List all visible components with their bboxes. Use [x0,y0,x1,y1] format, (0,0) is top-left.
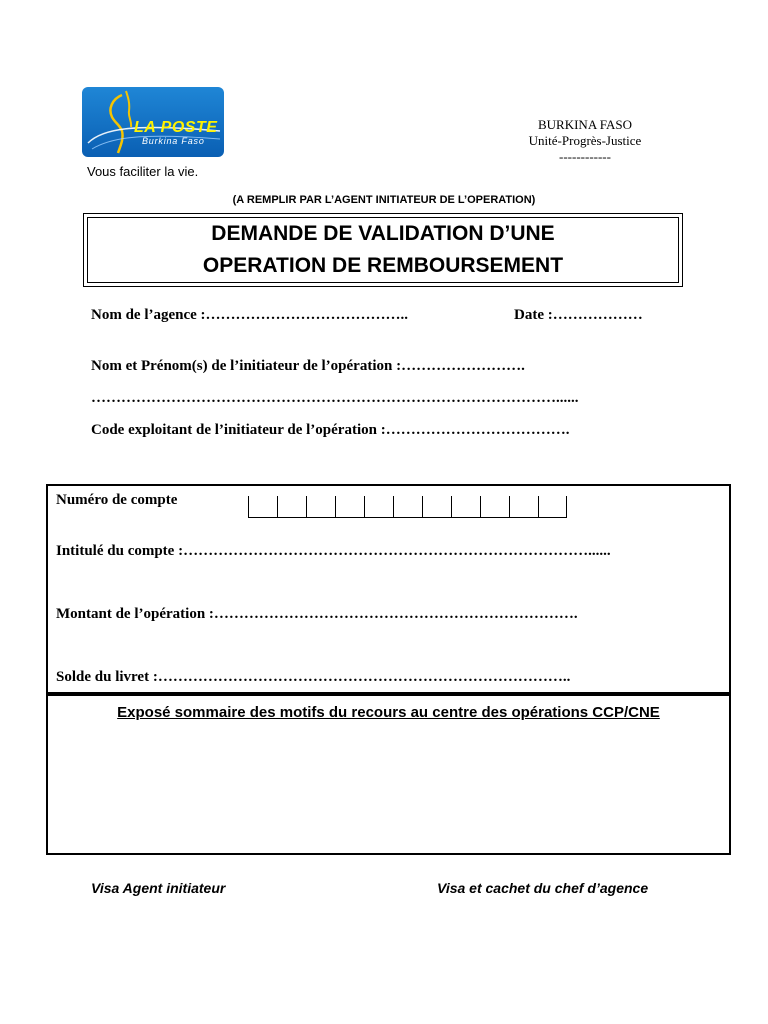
motifs-title: Exposé sommaire des motifs du recours au centre des opérations CCP/CNE [117,704,660,721]
initiateur-field[interactable]: Nom et Prénom(s) de l’initiateur de l’opération :……………………. [91,358,525,374]
date-field[interactable]: Date :……………… [514,307,643,323]
country-header [500,117,670,165]
account-digit-box[interactable] [538,496,567,518]
montant-operation-field[interactable]: Montant de l’opération :………………………………………………………………. [56,606,578,622]
initiateur-continuation[interactable]: …………………………………………………………………………………...... [91,390,579,406]
account-digit-box[interactable] [422,496,451,518]
logo-sub-text: Burkina Faso [142,136,205,146]
title-line-1: DEMANDE DE VALIDATION D’UNE [211,222,555,245]
visa-chef-label: Visa et cachet du chef d’agence [437,880,649,896]
account-digit-box[interactable] [335,496,364,518]
la-poste-logo [82,87,224,157]
account-number-boxes[interactable] [248,496,567,518]
country-name: BURKINA FASO [537,117,633,132]
account-digit-box[interactable] [277,496,306,518]
header-separator: ------------ [559,149,611,164]
motifs-section[interactable] [46,694,731,855]
visa-agent-label: Visa Agent initiateur [91,880,226,896]
title-line-2: OPERATION DE REMBOURSEMENT [202,254,564,277]
instruction-text: (A REMPLIR PAR L’AGENT INITIATEUR DE L’OPERATION) [232,194,536,206]
slogan: Vous faciliter la vie. [87,164,199,179]
intitule-compte-field[interactable]: Intitulé du compte :………………………………………………………………………...... [56,543,611,559]
solde-livret-field[interactable]: Solde du livret :……………………………………………………………………….. [56,669,571,685]
account-digit-box[interactable] [451,496,480,518]
account-digit-box[interactable] [393,496,422,518]
title-inner-frame [87,217,679,283]
code-exploitant-field[interactable]: Code exploitant de l’initiateur de l’opération :………………………………. [91,422,570,438]
agence-field[interactable]: Nom de l’agence :………………………………….. [91,307,409,323]
account-digit-box[interactable] [480,496,509,518]
national-motto: Unité-Progrès-Justice [528,133,642,148]
logo-main-text: LA POSTE [134,119,218,136]
numero-compte-label: Numéro de compte [56,492,178,508]
account-digit-box[interactable] [509,496,538,518]
title-box [83,213,683,287]
account-digit-box[interactable] [306,496,335,518]
account-digit-box[interactable] [364,496,393,518]
account-digit-box[interactable] [248,496,277,518]
